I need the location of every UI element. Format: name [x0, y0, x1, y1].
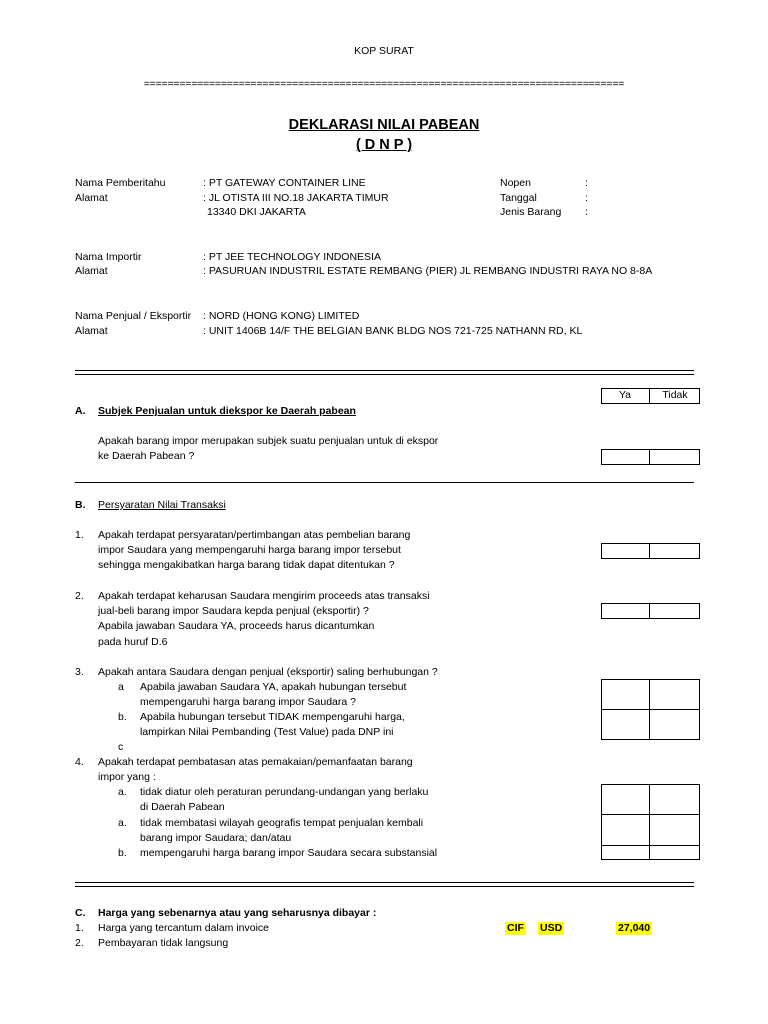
answer-box-b1[interactable] [601, 543, 700, 559]
divider [75, 482, 694, 483]
b4c-line: mempengaruhi harga barang impor Saudara secara substansial [140, 847, 438, 859]
c2-text: Pembayaran tidak langsung [98, 937, 229, 949]
nopen-label: Nopen [500, 177, 531, 189]
importir-label: Nama Importir [75, 251, 142, 263]
pemberitahu-alamat-value: : JL OTISTA III NO.18 JAKARTA TIMUR [203, 192, 389, 204]
b2-number: 2. [75, 590, 84, 602]
b1-line: Apakah terdapat persyaratan/pertimbangan atas pembelian barang [98, 529, 411, 541]
b2-line: Apabila jawaban Saudara YA, proceeds harus dicantumkan [98, 620, 375, 632]
importir-value: : PT JEE TECHNOLOGY INDONESIA [203, 251, 381, 263]
answer-box-divider [649, 603, 650, 619]
tanggal-label: Tanggal [500, 192, 537, 204]
b4a-line: di Daerah Pabean [140, 801, 225, 813]
tanggal-colon: : [585, 192, 588, 204]
b2-line: jual-beli barang impor Saudara kepda penjual (eksportir) ? [98, 605, 369, 617]
document-title: DEKLARASI NILAI PABEAN [288, 117, 480, 133]
section-b-letter: B. [75, 499, 86, 511]
b4a-line: tidak diatur oleh peraturan perundang-undangan yang berlaku [140, 786, 429, 798]
jenis-barang-colon: : [585, 206, 588, 218]
section-c-letter: C. [75, 907, 86, 919]
section-c-heading: Harga yang sebenarnya atau yang seharusnya dibayar : [98, 907, 377, 919]
divider [75, 374, 694, 375]
b4-number: 4. [75, 756, 84, 768]
b3-line: Apakah antara Saudara dengan penjual (eksportir) saling berhubungan ? [98, 666, 438, 678]
b3b-mark: b. [118, 711, 127, 723]
penjual-label: Nama Penjual / Eksportir [75, 310, 192, 322]
c1-number: 1. [75, 922, 84, 934]
b3a-line: Apabila jawaban Saudara YA, apakah hubungan tersebut [140, 681, 407, 693]
answer-box-divider [649, 784, 650, 860]
b1-number: 1. [75, 529, 84, 541]
answer-box-row-divider [601, 845, 700, 846]
importir-alamat-value: : PASURUAN INDUSTRIL ESTATE REMBANG (PIER) JL REMBANG INDUSTRI RAYA NO 8-8A [203, 265, 653, 277]
b3b-line: lampirkan Nilai Pembanding (Test Value) pada DNP ini [140, 726, 394, 738]
section-a-question-2: ke Daerah Pabean ? [98, 450, 195, 462]
c1-currency: USD [540, 922, 563, 934]
b3a-mark: a [118, 681, 124, 693]
b3-number: 3. [75, 666, 84, 678]
kop-surat: KOP SURAT [354, 45, 414, 57]
b3b-line: Apabila hubungan tersebut TIDAK mempengaruhi harga, [140, 711, 405, 723]
pemberitahu-label: Nama Pemberitahu [75, 177, 166, 189]
b2-line: pada huruf D.6 [98, 636, 168, 648]
pemberitahu-alamat-label: Alamat [75, 192, 108, 204]
nopen-colon: : [585, 177, 588, 189]
b4c-mark: b. [118, 847, 127, 859]
b1-line: impor Saudara yang mempengaruhi harga barang impor tersebut [98, 544, 401, 556]
b1-line: sehingga mengakibatkan harga barang tidak dapat ditentukan ? [98, 559, 395, 571]
divider [75, 882, 694, 883]
answer-box-a[interactable] [601, 449, 700, 465]
penjual-alamat-label: Alamat [75, 325, 108, 337]
b4-line: impor yang : [98, 771, 156, 783]
divider [75, 886, 694, 887]
section-a-letter: A. [75, 405, 86, 417]
document-subtitle: ( D N P ) [355, 137, 413, 153]
section-a-question: Apakah barang impor merupakan subjek suatu penjualan untuk di ekspor [98, 435, 439, 447]
answer-box-divider [649, 543, 650, 559]
b4-line: Apakah terdapat pembatasan atas pemakaian/pemanfaatan barang [98, 756, 413, 768]
answer-box-b2[interactable] [601, 603, 700, 619]
answer-box-divider [649, 449, 650, 465]
b4a-mark: a. [118, 786, 127, 798]
b2-line: Apakah terdapat keharusan Saudara mengirim proceeds atas transaksi [98, 590, 430, 602]
pemberitahu-value: : PT GATEWAY CONTAINER LINE [203, 177, 366, 189]
section-b-heading: Persyaratan Nilai Transaksi [98, 499, 226, 511]
penjual-alamat-value: : UNIT 1406B 14/F THE BELGIAN BANK BLDG NOS 721-725 NATHANN RD, KL [203, 325, 583, 337]
importir-alamat-label: Alamat [75, 265, 108, 277]
answer-box-b4[interactable] [601, 784, 700, 860]
c2-number: 2. [75, 937, 84, 949]
answer-box-row-divider [601, 709, 700, 710]
c1-amount: 27,040 [618, 922, 651, 934]
b3c-mark: c [118, 741, 124, 753]
b4b-line: barang impor Saudara; dan/atau [140, 832, 292, 844]
c1-term: CIF [507, 922, 524, 934]
b4b-mark: a. [118, 817, 127, 829]
c1-text: Harga yang tercantum dalam invoice [98, 922, 270, 934]
b4b-line: tidak membatasi wilayah geografis tempat penjualan kembali [140, 817, 424, 829]
divider [75, 370, 694, 371]
b3a-line: mempengaruhi harga barang impor Saudara ? [140, 696, 356, 708]
section-a-heading: Subjek Penjualan untuk diekspor ke Daerah pabean [98, 405, 356, 417]
tidak-header: Tidak [662, 389, 688, 401]
separator-line: ================================================================================= [143, 78, 625, 90]
ya-header: Ya [618, 389, 632, 401]
pemberitahu-alamat-value-2: 13340 DKI JAKARTA [207, 206, 306, 218]
penjual-value: : NORD (HONG KONG) LIMITED [203, 310, 360, 322]
answer-box-row-divider [601, 814, 700, 815]
jenis-barang-label: Jenis Barang [500, 206, 562, 218]
